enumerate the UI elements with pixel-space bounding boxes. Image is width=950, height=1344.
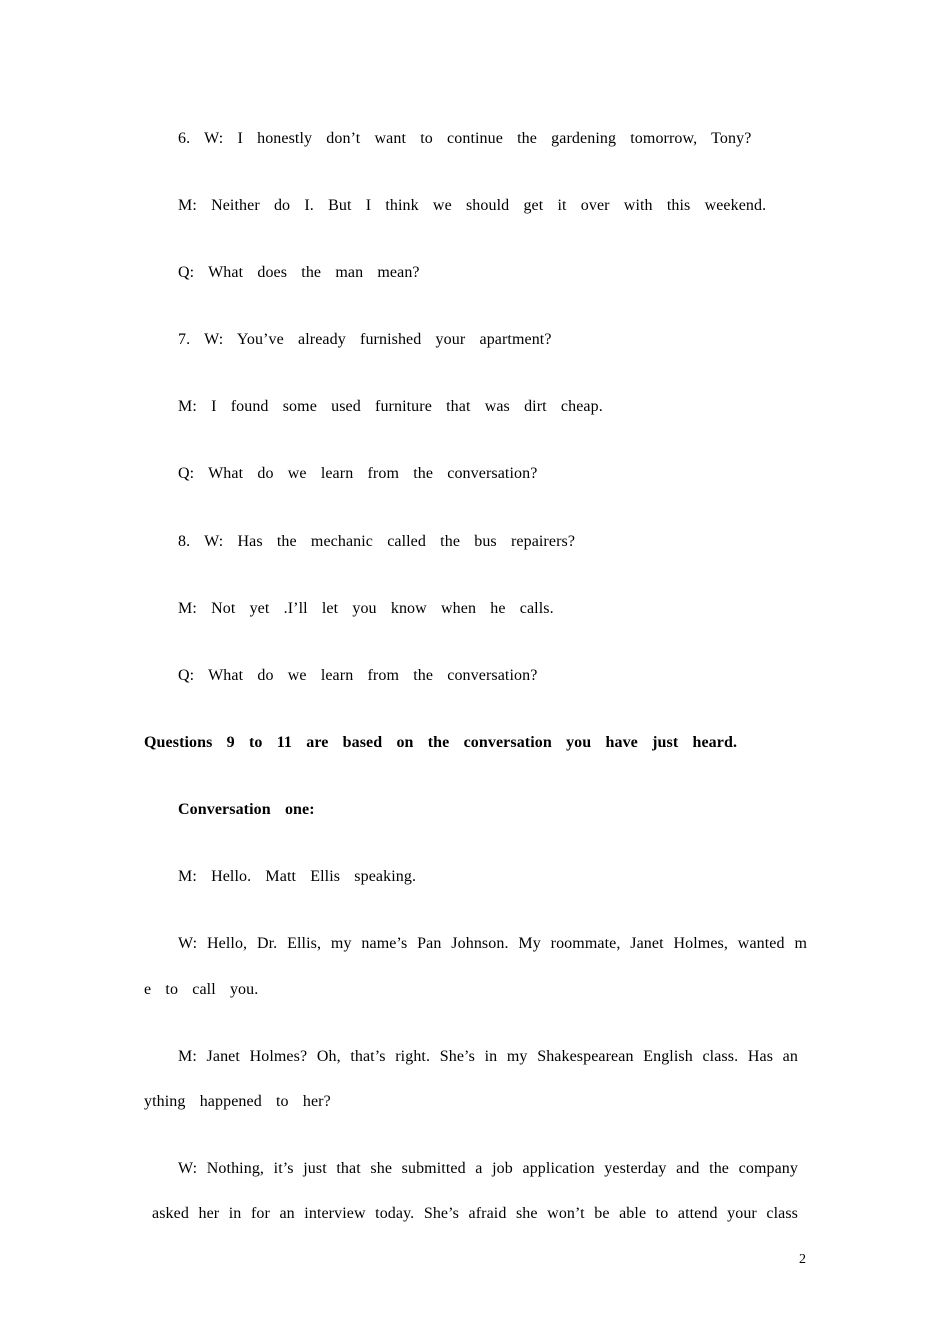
page-number: 2	[799, 1252, 806, 1267]
text-line: M: Hello. Matt Ellis speaking.	[178, 868, 417, 885]
text-line: M: Neither do I. But I think we should get it over with this weekend.	[178, 197, 767, 214]
text-line: asked her in for an interview today. She’s afraid she won’t be able to attend your class	[152, 1205, 798, 1222]
text-line: M: Not yet .I’ll let you know when he calls.	[178, 600, 554, 617]
text-line: W: Nothing, it’s just that she submitted a job application yesterday and the company	[178, 1160, 798, 1177]
text-line: Q: What does the man mean?	[178, 264, 420, 281]
text-line: e to call you.	[144, 981, 259, 998]
subsection-heading: Conversation one:	[178, 801, 315, 818]
section-heading: Questions 9 to 11 are based on the conversation you have just heard.	[144, 734, 738, 751]
text-line: Q: What do we learn from the conversation?	[178, 465, 538, 482]
text-line: 8. W: Has the mechanic called the bus repairers?	[178, 533, 576, 550]
text-line: 6. W: I honestly don’t want to continue the gardening tomorrow, Tony?	[178, 130, 752, 147]
text-line: ything happened to her?	[144, 1093, 331, 1110]
text-line: 7. W: You’ve already furnished your apartment?	[178, 331, 552, 348]
text-line: M: Janet Holmes? Oh, that’s right. She’s in my Shakespearean English class. Has an	[178, 1048, 798, 1065]
text-line: W: Hello, Dr. Ellis, my name’s Pan Johnson. My roommate, Janet Holmes, wanted m	[178, 935, 807, 952]
text-line: M: I found some used furniture that was dirt cheap.	[178, 398, 603, 415]
text-line: Q: What do we learn from the conversation?	[178, 667, 538, 684]
